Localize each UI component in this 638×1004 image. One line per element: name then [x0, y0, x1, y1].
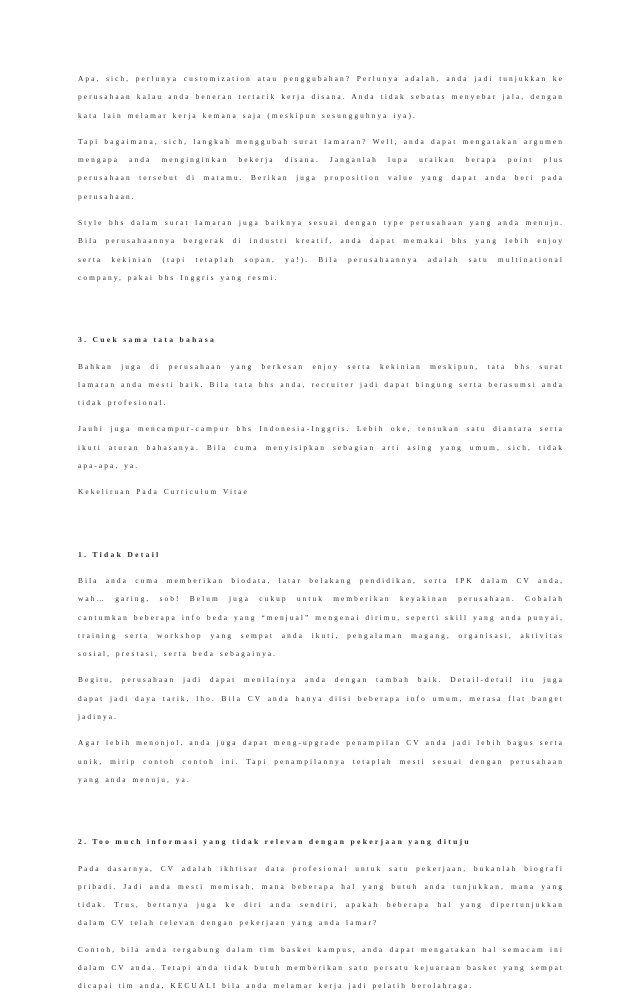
intro-paragraph-3: Style bhs dalam surat lamaran juga baiknya sesuai dengan type perusahaan yang anda menuju. Bila perusahaannya bergerak di industri kreatif, anda dapat memakai bhs yang lebih enjoy serta kekinian (tapi tetaplah sopan, ya!). Bila perusahaannya adalah satu multinational company, pakai bhs Inggris yang resmi. [78, 218, 564, 282]
section-gap [78, 510, 564, 546]
section-heading-not-detailed: 1. Tidak Detail [78, 549, 161, 559]
intro-paragraph-1: Apa, sich, perlunya customization atau penggubahan? Perlunya adalah, anda jadi tunjukkan ke perusahaan kalau anda beneran tertarik kerja disana. Anda tidak sebatas menyebar jala, dengan kata lain melamar kerja kemana saja (meskipun sesungguhnya iya). [78, 74, 564, 120]
irrelevant-info-paragraph-1: Pada dasarnya, CV adalah ikhtisar data profesional untuk satu pekerjaan, bukanlah biografi pribadi. Jadi anda mesti memisah, mana beberapa hal yang butuh anda tunjukkan, mana yang tidak. Trus, bertanya juga ke diri anda sendiri, apakah beberapa hal yang dipertunjukkan dalam CV telah relevan dengan pekerjaan yang anda lamar? [78, 863, 564, 928]
cv-mistakes-intro: Kekeliruan Pada Curriculum Vitae [78, 487, 249, 497]
not-detailed-paragraph-1: Bila anda cuma memberikan biodata, latar belakang pendidikan, serta IPK dalam CV anda, wah… garing, sob! Belum juga cukup untuk memberikan keyakinan perusahaan. Cobalah cantumkan beberapa info beda yang “menjual” mengenai dirimu, seperti skill yang anda punyai, training serta workshop yang sempat anda ikuti, pengalaman magang, organisasi, aktivitas sosial, prestasi, serta beda sebagainya. [78, 575, 564, 659]
grammar-paragraph-1: Bahkan juga di perusahaan yang berkesan enjoy serta kekinian meskipun, tata bhs surat lamaran anda mesti baik. Bila tata bhs anda, recruiter jadi dapat bingung serta berasumsi anda tidak profesional. [78, 361, 564, 408]
section-gap [78, 797, 564, 833]
heading-gap [78, 350, 564, 358]
document-body [78, 70, 564, 1004]
not-detailed-paragraph-2: Begitu, perusahaan jadi dapat menilainya anda dengan tambah baik. Detail-detail itu juga dapat jadi daya tarik, lho. Bila CV anda hanya diisi beberapa info umum, merasa flat banget jadinya. [78, 675, 564, 722]
heading-gap [78, 852, 564, 860]
intro-paragraph-2: Tapi bagaimana, sich, langkah menggubah surat lamaran? Well, anda dapat mengatakan argumen mengapa anda menginginkan bekerja disana. Janganlah lupa uraikan berapa point plus perusahaan tersebut di matamu. Berikan juga proposition value yang dapat anda beri pada perusahaan. [78, 136, 564, 201]
section-heading-irrelevant-info: 2. Too much informasi yang tidak relevan dengan pekerjaan yang dituju [78, 837, 471, 847]
heading-gap [78, 564, 564, 572]
section-heading-grammar: 3. Cuek sama tata bahasa [78, 335, 217, 345]
section-gap [78, 295, 564, 331]
grammar-paragraph-2: Jauhi juga mencampur-campur bhs Indonesia-Inggris. Lebih oke, tentukan satu diantara serta ikuti aturan bahasanya. Bila cuma menyisipkan sebagian arti asing yang umum, sich, tidak apa-apa, ya. [78, 424, 564, 471]
not-detailed-paragraph-3: Agar lebih menonjol, anda juga dapat meng-upgrade penampilan CV anda jadi lebih bagus serta unik, mirip contoh contoh ini. Tapi penampilannya tetaplah mesti sesuai dengan perusahaan yang anda menuju, ya. [78, 738, 564, 784]
irrelevant-info-paragraph-2: Contoh, bila anda tergabung dalam tim basket kampus, anda dapat mengatakan hal semacam ini dalam CV anda. Tetapi anda tidak butuh memberikan satu persatu kejuaraan basket yang sempat dicapai tim anda, KECUALI bila anda melamar kerja jadi pelatih berolahraga. [78, 944, 564, 991]
